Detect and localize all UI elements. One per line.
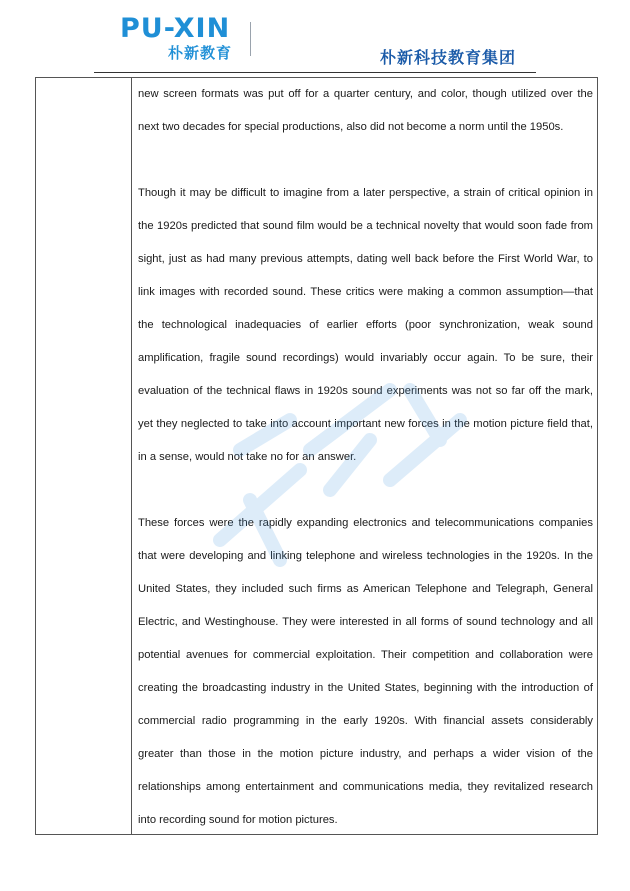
paragraph-1: new screen formats was put off for a quarter century, and color, though utilized over the next two decades for special productions, also did not become a norm until the 1950s. [138, 88, 593, 133]
header-rule [94, 72, 536, 73]
paragraph-2: Though it may be difficult to imagine from a later perspective, a strain of critical opinion in the 1920s predicted that sound film would be a technical novelty that would soon fade from sight, just as had many previous attempts, dating well back before the First World War, to link images with recorded sound. These critics were making a common assumption—that the technological inadequacies of earlier efforts (poor synchronization, weak sound amplification, fragile sound recordings) would invariably occur again. To be sure, their evaluation of the technical flaws in 1920s sound experiments was not so far off the mark, yet they neglected to take into account important new forces in the motion picture field that, in a sense, would not take no for an answer. [138, 187, 593, 463]
logo-subtitle: 朴新教育 [168, 44, 233, 62]
logo-wordmark: PU-XIN [120, 13, 231, 44]
paragraph-3: These forces were the rapidly expanding electronics and telecommunications companies that were developing and linking telephone and wireless technologies in the 1920s. In the United States, they included such firms as American Telephone and Telegraph, General Electric, and Westinghouse. They were interested in all forms of sound technology and all potential avenues for commercial exploitation. Their competition and collaboration were creating the broadcasting industry in the United States, beginning with the introduction of commercial radio programming in the early 1920s. With financial assets considerably greater than those in the motion picture industry, and perhaps a wider vision of the relationships among entertainment and communications media, they revitalized research into recording sound for motion pictures. [138, 517, 593, 826]
content-table [35, 77, 598, 835]
content-cell [138, 78, 593, 837]
column-divider [131, 78, 132, 834]
company-name: 朴新科技教育集团 [380, 48, 517, 67]
page-header [0, 0, 630, 80]
logo-divider [250, 22, 251, 56]
puxin-logo [120, 14, 250, 64]
